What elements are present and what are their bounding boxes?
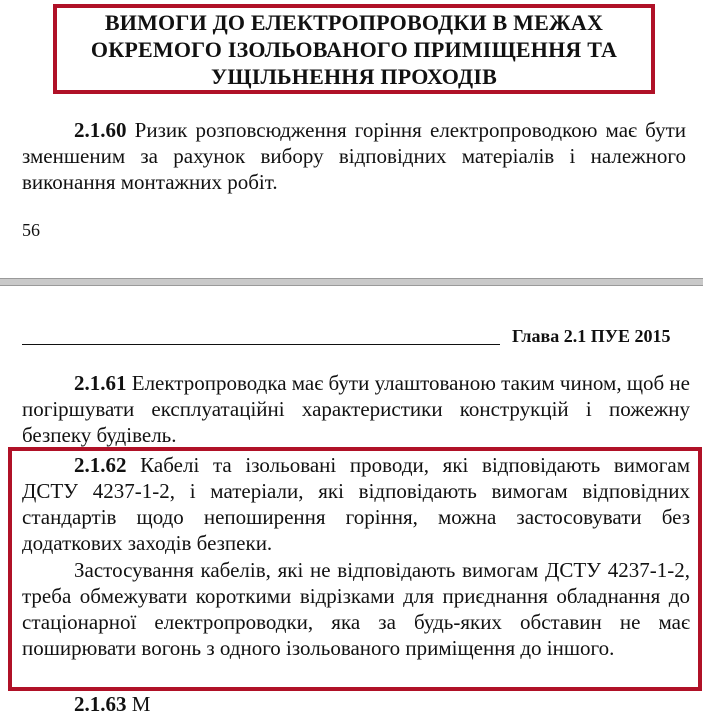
clause-text: Ризик розповсюдження горіння електропроводкою має бути зменшеним за рахунок вибору відповідних матеріалів і належного виконання монтажних робіт. bbox=[22, 118, 686, 194]
clause-2-1-62-paragraph-2: Застосування кабелів, які не відповідають вимогам ДСТУ 4237-1-2, треба обмежувати короткими відрізками для приєднання обладнання до стаціонарної електропроводки, яка за будь-яких обставин не має поширювати вогонь з одного ізольованого приміщення до іншого. bbox=[22, 558, 690, 660]
section-title-highlight bbox=[53, 4, 655, 94]
page-separator bbox=[0, 278, 703, 286]
clause-number: 2.1.62 bbox=[74, 453, 127, 477]
page-number: 56 bbox=[22, 220, 40, 240]
running-header-title: Глава 2.1 ПУЕ 2015 bbox=[512, 326, 671, 346]
clause-number: 2.1.61 bbox=[74, 371, 127, 395]
document-page-56 bbox=[0, 0, 703, 278]
clause-text: М bbox=[126, 692, 151, 716]
clause-number: 2.1.60 bbox=[74, 118, 127, 142]
clause-2-1-63-partial bbox=[74, 691, 150, 717]
clause-2-1-61 bbox=[22, 370, 690, 448]
clause-text: Кабелі та ізольовані проводи, які відповідають вимогам ДСТУ 4237-1-2, і матеріали, які відповідають вимогам відповідних стандартів щодо непоширення горіння, можна застосовувати без додаткових заходів безпеки. bbox=[22, 453, 690, 555]
clause-text: Електропроводка має бути улаштованою таким чином, щоб не погіршувати експлуатаційні характеристики конструкцій і пожежну безпеку будівель. bbox=[22, 371, 690, 447]
section-title-line-3: УЩІЛЬНЕННЯ ПРОХОДІВ bbox=[211, 63, 497, 89]
document-page-57 bbox=[0, 286, 703, 716]
clause-2-1-62 bbox=[22, 452, 690, 556]
section-title-line-2: ОКРЕМОГО ІЗОЛЬОВАНОГО ПРИМІЩЕННЯ ТА bbox=[90, 36, 618, 62]
clause-number: 2.1.63 bbox=[74, 692, 127, 716]
section-title-line-1: ВИМОГИ ДО ЕЛЕКТРОПРОВОДКИ В МЕЖАХ bbox=[104, 9, 604, 35]
clause-2-1-60 bbox=[22, 117, 686, 195]
running-header-rule bbox=[22, 344, 500, 345]
